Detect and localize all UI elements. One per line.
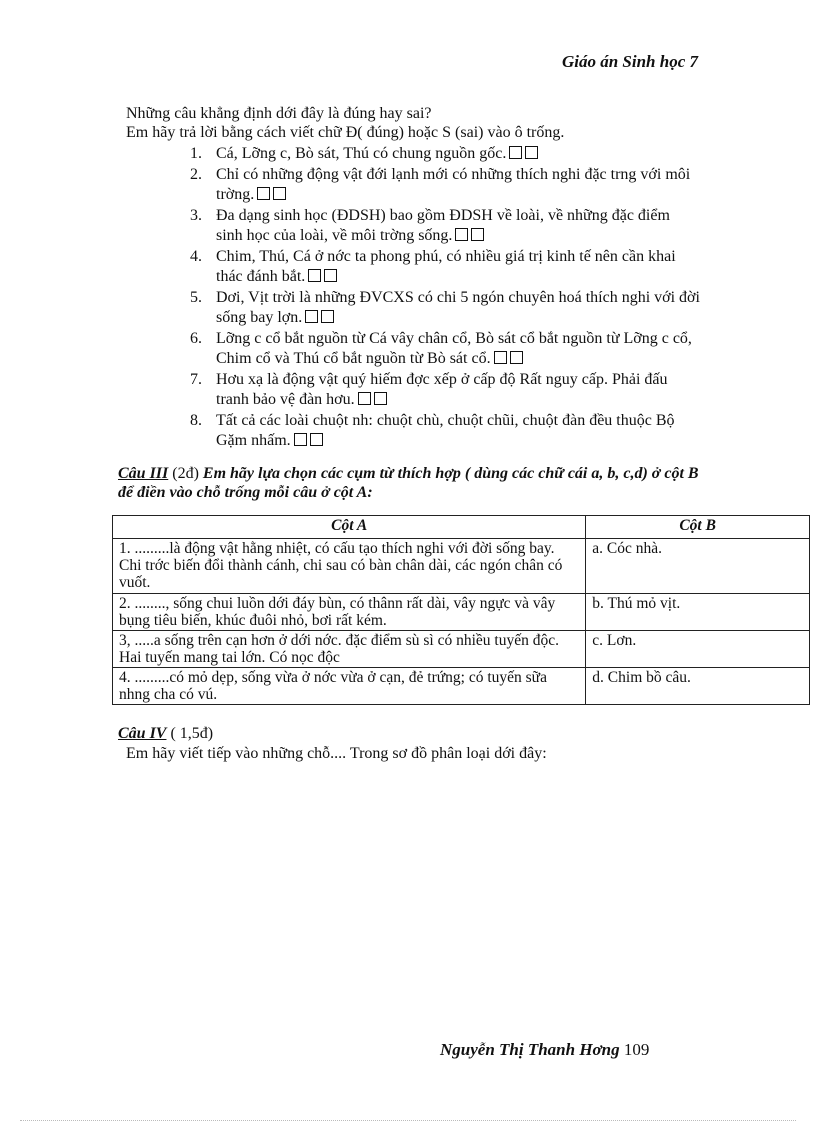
statement-text: Lỡng c cổ bắt nguồn từ Cá vây chân cổ, Bò sát cổ bắt nguồn từ Lỡng c cổ, Chim cổ và Thú cổ bắt nguồn từ Bò sát cổ.	[216, 330, 692, 367]
statement-item: 2. Chỉ có những động vật đới lạnh mới có những thích nghi đặc trng với môi trờng.	[190, 165, 700, 206]
question-4-label: Câu IV	[118, 725, 167, 742]
column-b-header: Cột B	[586, 516, 810, 539]
matching-table	[112, 515, 810, 705]
column-a-cell: 4. .........có mỏ dẹp, sống vừa ở nớc vừa ở cạn, đẻ trứng; có tuyến sữa nhng cha có vú.	[119, 669, 547, 703]
answer-boxes[interactable]	[308, 268, 340, 288]
intro-line-1: Những câu khẳng định dới đây là đúng hay sai?	[126, 105, 432, 122]
statement-text: Chỉ có những động vật đới lạnh mới có những thích nghi đặc trng với môi trờng.	[216, 166, 691, 203]
intro-block	[126, 104, 706, 142]
table-header-row	[113, 516, 810, 539]
column-a-cell: 2. ........, sống chui luồn dới đáy bùn, có thânn rất dài, vây ngực và vây bụng tiêu biến, khúc đuôi nhỏ, bơi rất kém.	[119, 595, 556, 629]
column-b-cell: b. Thú mỏ vịt.	[586, 594, 810, 631]
column-a-header: Cột A	[113, 516, 586, 539]
statement-item: 7. Hơu xạ là động vật quý hiếm đợc xếp ở cấp độ Rất nguy cấp. Phải đấu tranh bảo vệ đàn hơu.	[190, 370, 700, 411]
author-name: Nguyễn Thị Thanh Hơng	[440, 1040, 620, 1059]
question-3-instruction: Em hãy lựa chọn các cụm từ thích hợp ( dùng các chữ cái a, b, c,d) ở cột B để điền vào chỗ trống mỗi câu ở cột A:	[118, 465, 699, 501]
question-3-points: (2đ)	[168, 465, 203, 482]
column-a-cell: 3, .....a sống trên cạn hơn ở dới nớc. đặc điểm sù sì có nhiều tuyến độc. Hai tuyến mang tai lớn. Có nọc độc	[119, 632, 559, 666]
statement-text: Cá, Lỡng c, Bò sát, Thú có chung nguồn gốc.	[216, 145, 507, 162]
statement-text: Dơi, Vịt trời là những ĐVCXS có chi 5 ngón chuyên hoá thích nghi với đời sống bay lợn.	[216, 289, 700, 326]
table-row	[113, 631, 810, 668]
question-4	[118, 724, 547, 764]
answer-boxes[interactable]	[494, 350, 526, 370]
column-b-cell: d. Chim bồ câu.	[586, 668, 810, 705]
statement-item: 8. Tất cả các loài chuột nh: chuột chù, chuột chũi, chuột đàn đều thuộc Bộ Gặm nhấm.	[190, 411, 700, 452]
document-footer	[440, 1040, 649, 1060]
answer-boxes[interactable]	[294, 432, 326, 452]
page-number: 109	[623, 1040, 650, 1059]
answer-boxes[interactable]	[305, 309, 337, 329]
document-header: Giáo án Sinh học 7	[561, 52, 698, 71]
page-divider	[20, 1120, 796, 1121]
question-3-label: Câu III	[118, 465, 169, 482]
question-3	[118, 464, 708, 502]
table-row	[113, 668, 810, 705]
answer-boxes[interactable]	[358, 391, 390, 411]
question-4-points: ( 1,5đ)	[166, 725, 214, 742]
column-b-cell: a. Cóc nhà.	[586, 539, 810, 594]
statement-text: Hơu xạ là động vật quý hiếm đợc xếp ở cấp độ Rất nguy cấp. Phải đấu tranh bảo vệ đàn hơu.	[216, 371, 668, 408]
statement-item: 1. Cá, Lỡng c, Bò sát, Thú có chung nguồn gốc.	[190, 144, 700, 165]
answer-boxes[interactable]	[509, 145, 541, 165]
statement-item: 3. Đa dạng sinh học (ĐDSH) bao gồm ĐDSH về loài, về những đặc điểm sinh học của loài, về môi trờng sống.	[190, 206, 700, 247]
statement-text: Đa dạng sinh học (ĐDSH) bao gồm ĐDSH về loài, về những đặc điểm sinh học của loài, về môi trờng sống.	[216, 207, 670, 244]
intro-line-2: Em hãy trả lời bằng cách viết chữ Đ( đúng) hoặc S (sai) vào ô trống.	[126, 124, 565, 141]
column-a-cell: 1. .........là động vật hằng nhiệt, có cấu tạo thích nghi với đời sống bay. Chi trớc biến đổi thành cánh, chi sau có bàn chân dài, các ngón chân có vuốt.	[119, 540, 563, 591]
answer-boxes[interactable]	[455, 227, 487, 247]
question-4-instruction: Em hãy viết tiếp vào những chỗ.... Trong sơ đồ phân loại dới đây:	[126, 745, 547, 762]
statement-list	[190, 144, 700, 452]
table-row	[113, 539, 810, 594]
statement-item: 6. Lỡng c cổ bắt nguồn từ Cá vây chân cổ, Bò sát cổ bắt nguồn từ Lỡng c cổ, Chim cổ và Thú cổ bắt nguồn từ Bò sát cổ.	[190, 329, 700, 370]
column-b-cell: c. Lơn.	[586, 631, 810, 668]
statement-text: Tất cả các loài chuột nh: chuột chù, chuột chũi, chuột đàn đều thuộc Bộ Gặm nhấm.	[216, 412, 675, 449]
table-row	[113, 594, 810, 631]
statement-text: Chim, Thú, Cá ở nớc ta phong phú, có nhiều giá trị kinh tế nên cần khai thác đánh bắt.	[216, 248, 676, 285]
statement-item: 5. Dơi, Vịt trời là những ĐVCXS có chi 5 ngón chuyên hoá thích nghi với đời sống bay lợn.	[190, 288, 700, 329]
answer-boxes[interactable]	[257, 186, 289, 206]
statement-item: 4. Chim, Thú, Cá ở nớc ta phong phú, có nhiều giá trị kinh tế nên cần khai thác đánh bắt.	[190, 247, 700, 288]
